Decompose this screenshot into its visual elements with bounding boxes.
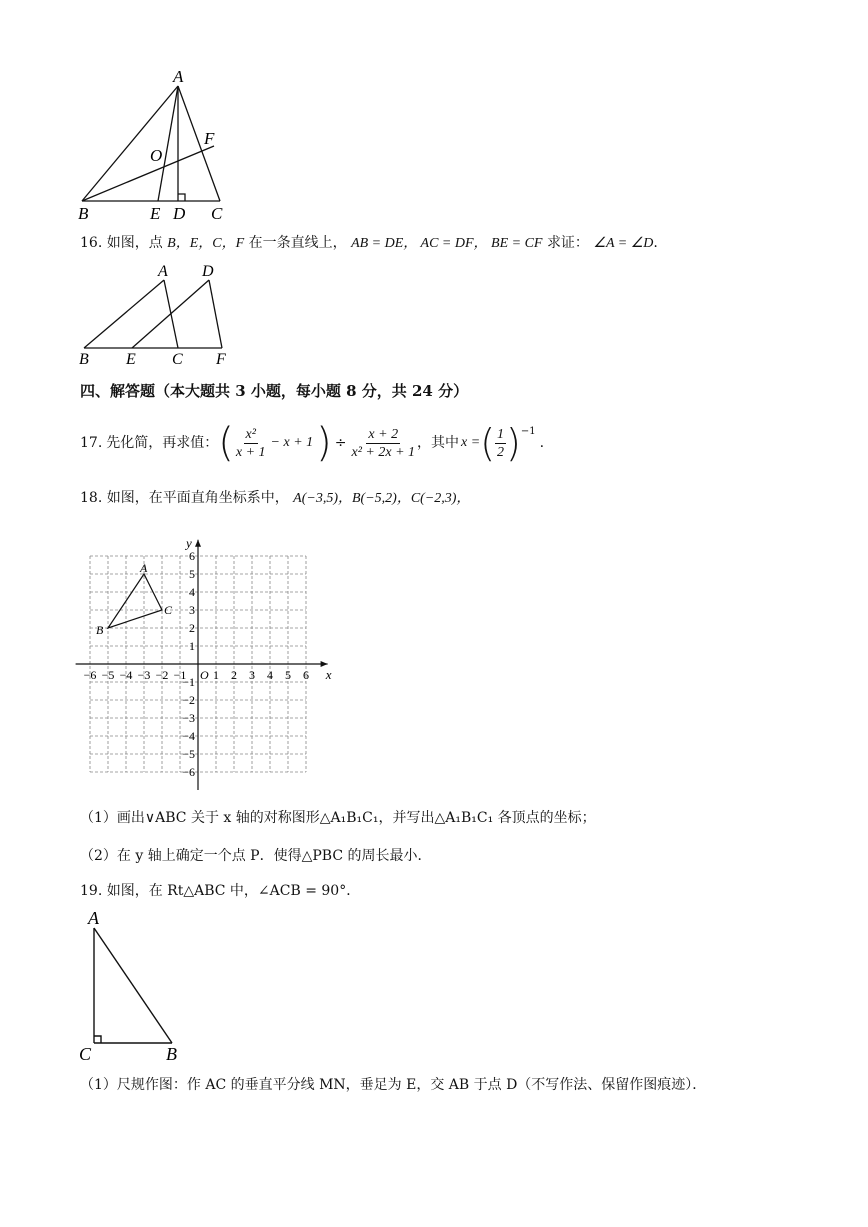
section-heading: 四、解答题（本大题共 3 小题，每小题 8 分，共 24 分） [80,382,469,400]
label-D: D [173,204,186,223]
question-number: 18. [80,490,103,506]
y-tick-label: −1 [182,675,195,689]
y-tick-label: −3 [182,711,195,725]
y-tick-label: 6 [189,549,195,563]
conditions: AB = DE， AC = DF， BE = CF [351,236,543,251]
figure-triangle-abc-altitude [70,66,250,226]
question-number: 19. [80,883,103,899]
question-text: 如图，在平面直角坐标系中， [106,490,289,506]
x-tick-label: 2 [231,668,237,682]
question-16: 16. 如图，点 B，E，C，F 在一条直线上， AB = DE， AC = DF， BE = CF 求证： ∠A = ∠D. [80,235,658,251]
question-text: 在一条直线上， [248,235,347,251]
point-label-C: C [164,603,173,617]
label-E: E [126,351,136,368]
exponent: −1 [520,426,536,437]
y-tick-label: −6 [182,765,195,779]
fraction-2: $\frac{x + 2}{\text{x² + 2x + 1}}$ [351,426,416,460]
label-F: F [204,129,215,148]
label-C: C [172,351,183,368]
question-18-part-1: （1）画出∨ABC 关于 x 轴的对称图形△A₁B₁C₁，并写出△A₁B₁C₁ 各顶点的坐标； [80,810,596,826]
point-label-A: A [140,561,148,575]
y-axis-label: y [186,535,192,551]
y-tick-label: 4 [189,585,195,599]
label-E: E [150,204,161,223]
label-B: B [78,204,89,223]
origin-label: O [200,668,209,682]
figure-right-triangle [74,906,194,1066]
x-tick-label: 6 [303,668,309,682]
divide-sign: ÷ [334,435,347,451]
x-tick-label: 5 [285,668,291,682]
figure-two-triangles [74,260,244,370]
x-tick-label: −5 [101,668,115,682]
x-tick-label: −3 [137,668,151,682]
prove-label: 求证： [546,235,589,251]
x-tick-label: 3 [249,668,255,682]
question-text: 如图，在 Rt△ABC 中，∠ACB = 90°． [106,883,361,899]
label-B: B [166,1044,177,1064]
label-O: O [150,146,163,165]
fraction-1: $\frac{\text{x²}}{x + 1}$ [235,426,266,460]
middle-term: − x + 1 [270,435,314,450]
point-label-B: B [96,623,104,637]
label-C: C [211,204,223,223]
x-equals: x = [461,435,481,450]
y-tick-label: 2 [189,621,195,635]
label-D: D [202,263,214,280]
points: B，E，C，F [167,236,245,251]
label-A: A [88,908,99,928]
x-axis-label: x [325,667,332,682]
x-tick-label: −1 [173,668,187,682]
coordinates: A(−3,5)，B(−5,2)，C(−2,3)， [293,491,471,506]
x-tick-label: −2 [155,668,169,682]
prove-statement: ∠A = ∠D [593,236,654,251]
question-19 [80,881,360,901]
label-B: B [79,351,89,368]
x-tick-label: 1 [213,668,219,682]
y-tick-label: −2 [182,693,195,707]
label-C: C [79,1044,92,1064]
triangle-abc [108,574,162,628]
label-A: A [158,263,168,280]
x-tick-label: −4 [119,668,133,682]
y-tick-label: 5 [189,567,195,581]
question-18-part-2: （2）在 y 轴上确定一个点 P．使得△PBC 的周长最小． [80,848,432,864]
y-tick-label: −4 [182,729,195,743]
label-A: A [173,67,184,86]
x-tick-label: −6 [83,668,97,682]
x-tick-label: 4 [267,668,273,682]
question-text: 先化简，再求值： [106,435,219,451]
y-axis-arrow [195,540,201,547]
question-18 [80,488,470,509]
fraction-half: $\frac{1}{2}$ [497,426,505,460]
period: . [539,435,545,451]
y-tick-label: 3 [189,603,195,617]
question-number: 16. [80,235,103,251]
coordinate-grid [74,528,344,790]
question-number: 17. [80,435,103,451]
question-text: 如图，点 [106,235,163,251]
y-tick-label: −5 [182,747,195,761]
y-tick-label: 1 [189,639,195,653]
question-19-part-1: （1）尺规作图：作 AC 的垂直平分线 MN，垂足为 E，交 AB 于点 D（不写作法、保留作图痕迹）． [80,1077,707,1093]
question-17: 17. 先化简，再求值： ( $\frac{\text{x²}}{x + 1}$ − x + 1 ) ÷ $\frac{x + 2}{\text{x² + 2x + 1}}$ ，其中 x = ( $\frac{1}{2}$ ) −1 . [80,420,545,466]
where-text: ，其中 [417,435,460,451]
label-F: F [216,351,226,368]
